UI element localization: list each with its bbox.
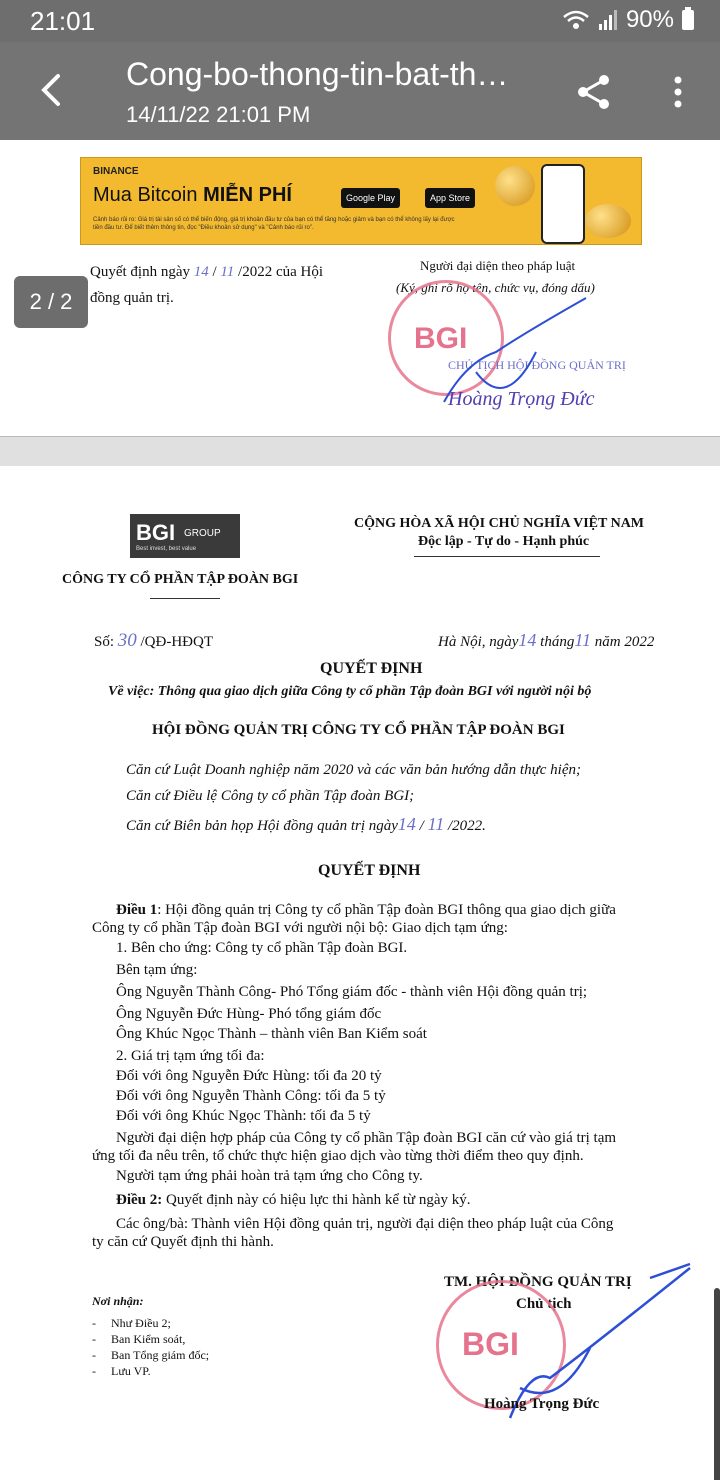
recipient-item: - Ban Tổng giám đốc;: [92, 1348, 210, 1362]
national-motto: Độc lập - Tự do - Hạnh phúc: [418, 534, 590, 549]
basis-line: Căn cứ Biên bản họp Hội đồng quản trị ngày14 / 11 /2022.: [126, 814, 486, 834]
heading-decision: QUYẾT ĐỊNH: [320, 660, 423, 677]
ad-title: Mua Bitcoin MIỄN PHÍ: [93, 184, 292, 206]
body-line: Đối với ông Khúc Ngọc Thành: tối đa 5 tỷ: [116, 1108, 371, 1124]
document-number: Số: 30 /QĐ-HĐQT: [94, 630, 214, 651]
article-2: Điều 2: Quyết định này có hiệu lực thi hành kể từ ngày ký.: [116, 1192, 471, 1208]
ad-brand: BINANCE: [93, 166, 139, 177]
page-indicator: 2 / 2: [14, 276, 88, 328]
ad-fine-print: Cảnh báo rủi ro: Giá trị tài sản số có thể biến động, giá trị khoản đầu tư của bạn có thể tăng hoặc giảm và bạn có thể không lấy lại được tiền đầu tư. Để biết thêm thông tin, đọc "Điều khoản sử dụng" và "Cảnh báo rủi ro".: [93, 217, 455, 231]
body-line: Đối với ông Nguyễn Thành Công: tối đa 5 tỷ: [116, 1088, 386, 1104]
signal-icon: [598, 9, 618, 31]
divider: [150, 598, 220, 599]
rep-title: Người đại diện theo pháp luật: [420, 258, 576, 273]
rep-role: CHỦ TỊCH HỘI ĐỒNG QUẢN TRỊ: [448, 358, 626, 372]
board-heading: HỘI ĐỒNG QUẢN TRỊ CÔNG TY CỔ PHẦN TẬP ĐOÀN BGI: [152, 722, 565, 738]
body-line: 2. Giá trị tạm ứng tối đa:: [116, 1048, 265, 1064]
body-line: ứng tối đa nêu trên, tổ chức thực hiện giao dịch vào từng thời điểm theo quy định.: [92, 1148, 584, 1164]
document-title: Cong-bo-thong-tin-bat-th…: [126, 56, 509, 92]
battery-percent: 90%: [625, 6, 674, 33]
page-separator: [0, 436, 720, 468]
more-options-icon[interactable]: [664, 72, 692, 112]
body-line: Bên tạm ứng:: [116, 962, 198, 978]
recipient-item: - Ban Kiểm soát,: [92, 1332, 186, 1346]
body-line: Người tạm ứng phải hoàn trả tạm ứng cho Công ty.: [116, 1168, 423, 1184]
back-arrow-icon[interactable]: [32, 70, 72, 110]
signature-role: Chủ tịch: [516, 1296, 572, 1312]
body-line: Đối với ông Nguyễn Đức Hùng: tối đa 20 tỷ: [116, 1068, 382, 1084]
decision-subject: Về việc: Thông qua giao dịch giữa Công ty cổ phần Tập đoàn BGI với người nội bộ: [108, 684, 592, 699]
seal-logo: BGI: [462, 1326, 519, 1362]
body-line: Ông Nguyễn Thành Công- Phó Tổng giám đốc - thành viên Hội đồng quản trị;: [116, 984, 588, 1000]
basis-line: Căn cứ Luật Doanh nghiệp năm 2020 và các văn bản hướng dẫn thực hiện;: [126, 762, 581, 778]
divider: [414, 556, 600, 557]
document-page: [0, 466, 720, 1480]
body-line: ty căn cứ Quyết định thi hành.: [92, 1234, 274, 1250]
coin-icon: [585, 204, 631, 238]
previous-page-bottom: [0, 258, 720, 438]
prev-decision-line2: đồng quản trị.: [90, 290, 174, 306]
app-store-button[interactable]: App Store: [425, 188, 475, 208]
recipient-item: - Lưu VP.: [92, 1364, 151, 1378]
app-bar: [0, 42, 720, 140]
status-bar: [0, 0, 720, 42]
prev-decision-line: Quyết định ngày 14 / 11 /2022 của Hội: [90, 264, 324, 280]
scrollbar[interactable]: [714, 1288, 720, 1480]
document-timestamp: 14/11/22 21:01 PM: [126, 102, 311, 127]
google-play-button[interactable]: Google Play: [341, 188, 400, 208]
status-icons: [562, 6, 694, 34]
signature-name: Hoàng Trọng Đức: [484, 1396, 600, 1412]
status-time: 21:01: [30, 6, 96, 36]
company-name: CÔNG TY CỔ PHẦN TẬP ĐOÀN BGI: [62, 572, 299, 587]
heading-decision-2: QUYẾT ĐỊNH: [318, 862, 421, 879]
battery-icon: [682, 10, 694, 30]
body-line: Ông Nguyễn Đức Hùng- Phó tổng giám đốc: [116, 1006, 382, 1022]
basis-line: Căn cứ Điều lệ Công ty cổ phần Tập đoàn BGI;: [126, 788, 415, 804]
signature-scribble: [436, 292, 596, 412]
signature-title: TM. HỘI ĐỒNG QUẢN TRỊ: [444, 1274, 632, 1290]
ad-banner[interactable]: [80, 157, 642, 245]
coin-icon: [495, 166, 535, 206]
rep-signature-name: Hoàng Trọng Đức: [448, 388, 595, 410]
rep-note: (Ký, ghi rõ họ tên, chức vụ, đóng dấu): [396, 280, 595, 295]
share-icon[interactable]: [574, 72, 614, 112]
article-1-cont: Công ty cổ phần Tập đoàn BGI với người nội bộ: Giao dịch tạm ứng:: [92, 920, 508, 936]
recipient-item: - Như Điều 2;: [92, 1316, 171, 1330]
seal-logo: BGI: [414, 322, 468, 355]
company-logo: BGI GROUP Best invest, best value: [130, 514, 240, 558]
document-viewer[interactable]: [0, 140, 720, 1480]
body-line: Người đại diện hợp pháp của Công ty cổ phần Tập đoàn BGI căn cứ vào giá trị tạm: [116, 1130, 617, 1146]
recipients-label: Nơi nhận:: [92, 1294, 144, 1308]
national-title: CỘNG HÒA XÃ HỘI CHỦ NGHĨA VIỆT NAM: [354, 516, 645, 531]
phone-image: [541, 164, 585, 244]
body-line: Các ông/bà: Thành viên Hội đồng quản trị, người đại diện theo pháp luật của Công: [116, 1216, 614, 1232]
body-line: Ông Khúc Ngọc Thành – thành viên Ban Kiểm soát: [116, 1026, 427, 1042]
wifi-icon: [562, 9, 590, 31]
document-place-date: Hà Nội, ngày14 tháng11 năm 2022: [438, 630, 655, 650]
body-line: 1. Bên cho ứng: Công ty cổ phần Tập đoàn BGI.: [116, 940, 408, 956]
article-1: Điều 1: Hội đồng quản trị Công ty cổ phần Tập đoàn BGI thông qua giao dịch giữa: [116, 902, 616, 918]
